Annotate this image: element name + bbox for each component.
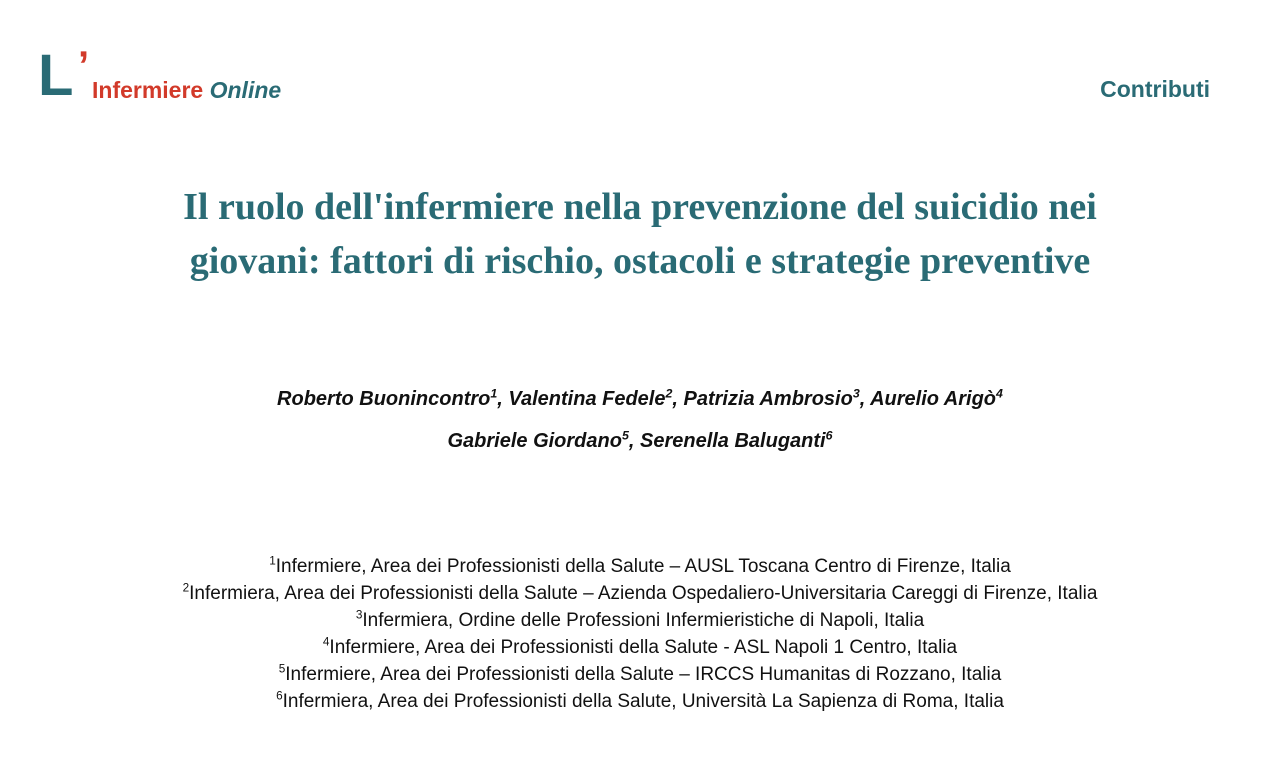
author-name: Patrizia Ambrosio bbox=[683, 388, 853, 410]
author-separator: , bbox=[672, 388, 684, 410]
author-name: Roberto Buonincontro bbox=[277, 388, 491, 410]
authors-line-2 bbox=[60, 420, 1220, 462]
title-line-1: Il ruolo dell'infermiere nella prevenzione del suicidio nei bbox=[183, 186, 1097, 228]
affiliation-number: 3 bbox=[355, 608, 363, 622]
affiliation-item bbox=[40, 580, 1240, 607]
author-name: Gabriele Giordano bbox=[447, 430, 622, 452]
author-separator: , bbox=[497, 388, 509, 410]
author-affiliation-number: 5 bbox=[621, 428, 629, 443]
affiliation-text: Infermiera, Area dei Professionisti della Salute, Università La Sapienza di Roma, Italia bbox=[282, 691, 1004, 712]
logo-mark: L bbox=[38, 43, 74, 108]
affiliation-text: Infermiere, Area dei Professionisti della Salute - ASL Napoli 1 Centro, Italia bbox=[329, 637, 958, 658]
affiliation-text: Infermiera, Area dei Professionisti della Salute – Azienda Ospedaliero-Universitaria Careggi di Firenze, Italia bbox=[189, 583, 1098, 604]
article-title bbox=[60, 180, 1220, 288]
section-label: Contributi bbox=[1100, 76, 1210, 102]
logo-word-online: Online bbox=[209, 77, 282, 103]
affiliation-number: 5 bbox=[278, 662, 286, 676]
title-line-2: giovani: fattori di rischio, ostacoli e strategie preventive bbox=[189, 240, 1091, 282]
author-affiliation-number: 6 bbox=[825, 428, 833, 443]
author-affiliation-number: 1 bbox=[490, 386, 498, 401]
affiliation-item bbox=[40, 607, 1240, 634]
logo-apostrophe: ’ bbox=[78, 44, 90, 88]
affiliation-text: Infermiere, Area dei Professionisti della Salute – IRCCS Humanitas di Rozzano, Italia bbox=[285, 664, 1002, 685]
affiliation-item bbox=[40, 634, 1240, 661]
affiliation-number: 1 bbox=[269, 554, 276, 568]
authors-line-1 bbox=[60, 378, 1220, 420]
author-name: Valentina Fedele bbox=[508, 388, 666, 410]
affiliation-number: 2 bbox=[182, 581, 190, 595]
author-affiliation-number: 3 bbox=[852, 386, 860, 401]
affiliation-number: 6 bbox=[276, 689, 283, 703]
affiliation-list bbox=[40, 553, 1240, 715]
affiliation-text: Infermiere, Area dei Professionisti della Salute – AUSL Toscana Centro di Firenze, Italia bbox=[275, 556, 1011, 577]
author-affiliation-number: 4 bbox=[996, 386, 1003, 401]
affiliation-number: 4 bbox=[322, 635, 330, 649]
author-separator: , bbox=[859, 388, 871, 410]
logo-word-infermiere: Infermiere bbox=[92, 77, 204, 103]
author-list bbox=[60, 378, 1220, 462]
author-separator: , bbox=[628, 430, 640, 452]
affiliation-item bbox=[40, 661, 1240, 688]
logo-text bbox=[92, 76, 281, 104]
author-affiliation-number: 2 bbox=[665, 386, 673, 401]
author-name: Aurelio Arigò bbox=[870, 388, 997, 410]
affiliation-item bbox=[40, 553, 1240, 580]
journal-logo bbox=[38, 43, 358, 108]
author-name: Serenella Baluganti bbox=[639, 430, 826, 452]
affiliation-item bbox=[40, 688, 1240, 715]
affiliation-text: Infermiera, Ordine delle Professioni Infermieristiche di Napoli, Italia bbox=[362, 610, 925, 631]
